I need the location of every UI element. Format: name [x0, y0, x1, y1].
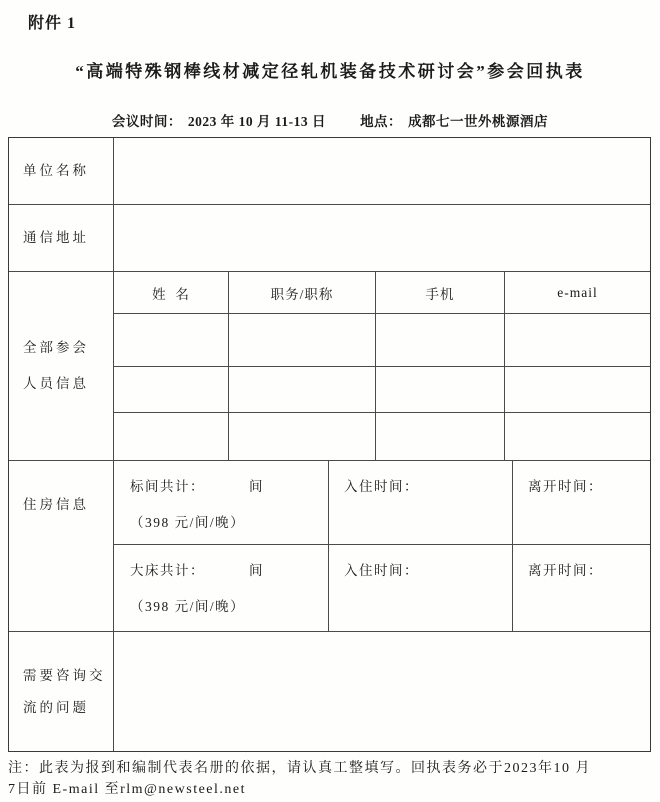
housing-section: [9, 460, 650, 631]
attachment-label: 附件 1: [28, 15, 77, 32]
participant-name-cell: [114, 413, 228, 460]
participant-phone-cell: [375, 413, 504, 460]
participants-label-line2: 人员信息: [23, 376, 89, 392]
checkout-label: 离开时间：: [528, 479, 603, 495]
questions-field: [114, 632, 650, 751]
king-checkin-cell: [328, 545, 512, 631]
king-bed-row: [114, 544, 650, 631]
housing-label: 住房信息: [9, 461, 114, 631]
participants-section: [9, 271, 650, 460]
room-unit-label: 间: [249, 479, 264, 495]
king-bed-count-label: 大床共计：: [130, 562, 205, 578]
standard-room-count-label: 标间共计：: [130, 479, 205, 495]
checkin-label: 入住时间：: [344, 562, 419, 578]
location-label: 地点：: [360, 114, 403, 129]
checkin-label: 入住时间：: [344, 479, 419, 495]
participant-row: [114, 412, 650, 460]
location-value: 成都七一世外桃源酒店: [408, 114, 549, 129]
participant-row: [114, 366, 650, 412]
participant-email-cell: [504, 367, 650, 412]
column-header-name: 姓 名: [152, 286, 190, 302]
standard-checkout-cell: [512, 461, 650, 544]
king-bed-count-cell: [114, 545, 328, 631]
participants-label-line1: 全部参会: [23, 340, 89, 356]
participant-name-cell: [114, 314, 228, 366]
address-row: [9, 204, 650, 272]
column-header-phone: 手机: [375, 272, 504, 312]
participant-email-cell: [504, 314, 650, 366]
footer-note-line2: 7日前 E-mail 至rlm@newsteel.net: [8, 782, 247, 797]
unit-name-field: [114, 138, 650, 204]
participant-phone-cell: [375, 314, 504, 366]
room-price-note: （398 元/间/晚）: [130, 515, 246, 531]
room-price-note: （398 元/间/晚）: [130, 598, 246, 614]
unit-name-row: [9, 138, 650, 204]
participants-label: [9, 272, 114, 460]
questions-row: [9, 631, 650, 751]
document-title: “高端特殊钢棒线材减定径轧机装备技术研讨会”参会回执表: [75, 62, 585, 81]
participants-header-row: [114, 272, 650, 312]
meeting-time-value: 2023 年 10 月 11-13 日: [187, 114, 327, 129]
participants-grid: [114, 272, 650, 460]
room-unit-label: 间: [249, 562, 264, 578]
column-header-email: e-mail: [504, 272, 650, 312]
footer-note-line1: 注：此表为报到和编制代表名册的依据，请认真工整填写。回执表务必于2023年10 月: [8, 761, 591, 776]
address-field: [114, 205, 650, 272]
participant-phone-cell: [375, 367, 504, 412]
participant-name-cell: [114, 367, 228, 412]
checkout-label: 离开时间：: [528, 562, 603, 578]
meeting-time-label: 会议时间：: [111, 114, 182, 129]
participant-email-cell: [504, 413, 650, 460]
housing-grid: [114, 461, 650, 631]
unit-name-label: 单位名称: [9, 138, 114, 204]
meeting-meta-line: [0, 110, 660, 130]
king-checkout-cell: [512, 545, 650, 631]
questions-label: [9, 632, 114, 751]
registration-form-table: [8, 137, 651, 752]
questions-label-line2: 流的问题: [23, 699, 89, 715]
standard-room-row: [114, 461, 650, 544]
questions-label-line1: 需要咨询交: [23, 667, 106, 683]
column-header-title: 职务/职称: [228, 272, 375, 312]
footer-note: [8, 758, 654, 800]
participant-title-cell: [228, 367, 375, 412]
standard-checkin-cell: [328, 461, 512, 544]
participant-row: [114, 313, 650, 366]
address-label: 通信地址: [9, 205, 114, 272]
standard-room-count-cell: [114, 461, 328, 544]
participant-title-cell: [228, 413, 375, 460]
participant-title-cell: [228, 314, 375, 366]
